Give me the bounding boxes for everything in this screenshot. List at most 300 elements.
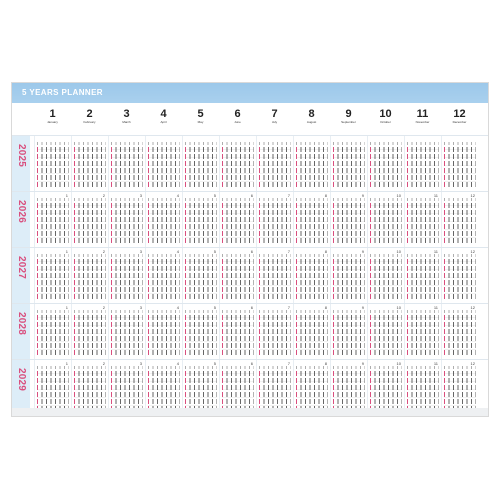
month-calendar-cell [108, 248, 145, 304]
week-row [259, 371, 291, 376]
weekday-header-strip [333, 198, 365, 201]
sunday-marker [111, 294, 112, 299]
cell-month-number: 2 [102, 305, 105, 310]
sunday-marker [222, 259, 223, 264]
mini-calendar-grid [259, 198, 291, 242]
week-row [296, 315, 328, 320]
week-row [259, 385, 291, 390]
sunday-marker [185, 336, 186, 341]
sunday-marker [185, 329, 186, 334]
sunday-marker [333, 259, 334, 264]
week-row [222, 175, 254, 180]
cell-month-number: 9 [361, 249, 364, 254]
sunday-marker [444, 371, 445, 376]
sunday-marker [444, 280, 445, 285]
week-row [74, 224, 106, 229]
week-row [222, 280, 254, 285]
sunday-marker [37, 371, 38, 376]
cell-month-number: 6 [250, 361, 253, 366]
mini-calendar-grid [37, 254, 69, 298]
sunday-marker [444, 161, 445, 166]
sunday-marker [259, 350, 260, 355]
month-name: July [271, 120, 278, 124]
cell-month-number: 12 [470, 193, 475, 198]
sunday-marker [111, 203, 112, 208]
week-row [111, 154, 143, 159]
mini-calendar-grid [111, 310, 143, 354]
week-row [222, 182, 254, 187]
sunday-marker [333, 168, 334, 173]
month-number: 12 [453, 108, 466, 120]
sunday-marker [296, 343, 297, 348]
week-row [148, 175, 180, 180]
sunday-marker [444, 399, 445, 404]
week-row [222, 231, 254, 236]
sunday-marker [370, 161, 371, 166]
sunday-marker [370, 175, 371, 180]
sunday-marker [185, 371, 186, 376]
week-row [296, 203, 328, 208]
mini-calendar-grid [407, 198, 439, 242]
cell-month-number: 3 [139, 193, 142, 198]
month-calendar-cell [71, 192, 108, 248]
sunday-marker [111, 350, 112, 355]
sunday-marker [185, 294, 186, 299]
sunday-marker [407, 392, 408, 397]
week-row [444, 280, 476, 285]
week-row [222, 287, 254, 292]
sunday-marker [333, 231, 334, 236]
sunday-marker [407, 315, 408, 320]
sunday-marker [259, 266, 260, 271]
cell-month-number: 11 [433, 193, 438, 198]
week-row [370, 392, 402, 397]
cell-month-number: 6 [250, 249, 253, 254]
week-row [407, 161, 439, 166]
week-row [185, 350, 217, 355]
sunday-marker [185, 182, 186, 187]
week-row [259, 203, 291, 208]
mini-calendar-grid [259, 142, 291, 186]
sunday-marker [222, 224, 223, 229]
mini-calendar-grid [444, 198, 476, 242]
week-row [444, 336, 476, 341]
week-row [407, 385, 439, 390]
weekday-header-strip [259, 366, 291, 369]
weekday-header-strip [222, 366, 254, 369]
week-row [111, 175, 143, 180]
sunday-marker [370, 210, 371, 215]
weekday-header-strip [37, 366, 69, 369]
month-calendar-cell [293, 248, 330, 304]
week-row [37, 329, 69, 334]
sunday-marker [333, 322, 334, 327]
cell-month-number: 2 [102, 249, 105, 254]
sunday-marker [111, 371, 112, 376]
year-label: 2025 [16, 144, 27, 168]
week-row [148, 322, 180, 327]
mini-calendar-grid [333, 254, 365, 298]
sunday-marker [74, 350, 75, 355]
week-row [222, 217, 254, 222]
sunday-marker [296, 287, 297, 292]
month-calendar-cell [367, 192, 404, 248]
week-row [222, 392, 254, 397]
week-row [259, 154, 291, 159]
week-row [111, 385, 143, 390]
cell-month-number: 7 [287, 193, 290, 198]
week-row [370, 217, 402, 222]
week-row [259, 182, 291, 187]
month-calendar-cell [145, 136, 182, 192]
sunday-marker [111, 154, 112, 159]
sunday-marker [296, 350, 297, 355]
week-row [222, 266, 254, 271]
month-name: November [415, 120, 430, 124]
sunday-marker [407, 217, 408, 222]
year-row [12, 303, 488, 360]
planner-title: 5 YEARS PLANNER [22, 88, 103, 97]
weekday-header-strip [370, 142, 402, 145]
week-row [111, 224, 143, 229]
sunday-marker [148, 168, 149, 173]
sunday-marker [37, 343, 38, 348]
sunday-marker [185, 343, 186, 348]
week-row [444, 273, 476, 278]
sunday-marker [148, 336, 149, 341]
cell-month-number: 3 [139, 249, 142, 254]
sunday-marker [407, 231, 408, 236]
sunday-marker [259, 378, 260, 383]
week-row [333, 210, 365, 215]
weekday-header-strip [407, 254, 439, 257]
week-row [333, 273, 365, 278]
sunday-marker [148, 182, 149, 187]
week-row [222, 371, 254, 376]
week-row [111, 378, 143, 383]
sunday-marker [259, 161, 260, 166]
week-row [74, 259, 106, 264]
sunday-marker [296, 329, 297, 334]
sunday-marker [111, 273, 112, 278]
week-row [259, 287, 291, 292]
sunday-marker [185, 203, 186, 208]
week-row [185, 147, 217, 152]
sunday-marker [407, 371, 408, 376]
week-row [111, 259, 143, 264]
sunday-marker [37, 273, 38, 278]
sunday-marker [407, 168, 408, 173]
sunday-marker [296, 378, 297, 383]
mini-calendar-grid [333, 198, 365, 242]
week-row [222, 154, 254, 159]
week-row [444, 329, 476, 334]
cell-month-number: 3 [139, 305, 142, 310]
sunday-marker [74, 210, 75, 215]
week-row [333, 168, 365, 173]
week-row [296, 238, 328, 243]
cell-month-number: 12 [470, 361, 475, 366]
mini-calendar-grid [407, 254, 439, 298]
sunday-marker [370, 329, 371, 334]
sunday-marker [148, 392, 149, 397]
week-row [296, 231, 328, 236]
week-row [185, 336, 217, 341]
week-row [333, 161, 365, 166]
cell-month-number: 2 [102, 361, 105, 366]
sunday-marker [111, 175, 112, 180]
weekday-header-strip [407, 366, 439, 369]
sunday-marker [74, 175, 75, 180]
week-row [111, 203, 143, 208]
sunday-marker [111, 259, 112, 264]
sunday-marker [148, 161, 149, 166]
week-row [407, 182, 439, 187]
cell-month-number: 12 [470, 305, 475, 310]
sunday-marker [37, 315, 38, 320]
week-row [370, 294, 402, 299]
month-name: August [306, 120, 317, 124]
week-row [222, 399, 254, 404]
sunday-marker [37, 392, 38, 397]
week-row [259, 217, 291, 222]
week-row [407, 266, 439, 271]
weekday-header-strip [74, 198, 106, 201]
week-row [37, 315, 69, 320]
sunday-marker [222, 329, 223, 334]
month-calendar-cell [34, 248, 71, 304]
weekday-header-strip [185, 142, 217, 145]
sunday-marker [222, 336, 223, 341]
week-row [296, 154, 328, 159]
sunday-marker [185, 273, 186, 278]
weekday-header-strip [185, 366, 217, 369]
week-row [370, 147, 402, 152]
sunday-marker [148, 154, 149, 159]
sunday-marker [333, 329, 334, 334]
sunday-marker [370, 315, 371, 320]
sunday-marker [444, 168, 445, 173]
week-row [222, 168, 254, 173]
week-row [74, 182, 106, 187]
sunday-marker [259, 259, 260, 264]
week-row [37, 280, 69, 285]
week-row [296, 371, 328, 376]
week-row [370, 385, 402, 390]
week-row [148, 350, 180, 355]
week-row [444, 238, 476, 243]
mini-calendar-grid [222, 142, 254, 186]
sunday-marker [148, 329, 149, 334]
sunday-marker [296, 231, 297, 236]
sunday-marker [222, 231, 223, 236]
mini-calendar-grid [222, 366, 254, 410]
sunday-marker [37, 385, 38, 390]
mini-calendar-grid [148, 366, 180, 410]
week-row [37, 217, 69, 222]
cell-month-number: 10 [396, 361, 401, 366]
week-row [370, 378, 402, 383]
weekday-header-strip [407, 310, 439, 313]
week-row [74, 238, 106, 243]
sunday-marker [296, 259, 297, 264]
week-row [37, 147, 69, 152]
week-row [259, 161, 291, 166]
week-row [185, 399, 217, 404]
sunday-marker [259, 224, 260, 229]
month-name: May [197, 120, 204, 124]
month-header [145, 108, 182, 132]
cell-month-number: 4 [176, 249, 179, 254]
header-band [12, 83, 488, 103]
week-row [148, 161, 180, 166]
week-row [37, 154, 69, 159]
sunday-marker [74, 399, 75, 404]
week-row [259, 266, 291, 271]
week-row [259, 336, 291, 341]
week-row [185, 231, 217, 236]
sunday-marker [74, 231, 75, 236]
mini-calendar-grid [259, 310, 291, 354]
week-row [259, 168, 291, 173]
cell-month-number: 9 [361, 361, 364, 366]
weekday-header-strip [296, 310, 328, 313]
week-row [111, 217, 143, 222]
week-row [407, 322, 439, 327]
weekday-header-strip [185, 198, 217, 201]
sunday-marker [111, 322, 112, 327]
mini-calendar-grid [148, 254, 180, 298]
week-row [74, 161, 106, 166]
sunday-marker [148, 210, 149, 215]
cell-month-number: 8 [324, 193, 327, 198]
sunday-marker [185, 280, 186, 285]
sunday-marker [37, 147, 38, 152]
sunday-marker [370, 217, 371, 222]
month-header [404, 108, 441, 132]
sunday-marker [74, 182, 75, 187]
sunday-marker [370, 336, 371, 341]
sunday-marker [111, 231, 112, 236]
week-row [37, 238, 69, 243]
sunday-marker [185, 161, 186, 166]
weekday-header-strip [333, 254, 365, 257]
sunday-marker [407, 147, 408, 152]
week-row [148, 336, 180, 341]
sunday-marker [111, 168, 112, 173]
week-row [444, 217, 476, 222]
week-row [74, 399, 106, 404]
sunday-marker [407, 378, 408, 383]
week-row [407, 315, 439, 320]
weekday-header-strip [370, 254, 402, 257]
week-row [111, 350, 143, 355]
week-row [259, 294, 291, 299]
sunday-marker [259, 203, 260, 208]
sunday-marker [148, 259, 149, 264]
week-row [370, 280, 402, 285]
week-row [296, 259, 328, 264]
weekday-header-strip [111, 142, 143, 145]
week-row [407, 147, 439, 152]
sunday-marker [148, 322, 149, 327]
mini-calendar-grid [407, 310, 439, 354]
month-calendar-cell [182, 136, 219, 192]
week-row [370, 203, 402, 208]
month-calendar-cell [404, 304, 441, 360]
week-row [259, 322, 291, 327]
week-row [333, 392, 365, 397]
year-row [12, 191, 488, 248]
week-row [148, 329, 180, 334]
mini-calendar-grid [370, 142, 402, 186]
week-row [333, 371, 365, 376]
week-row [74, 294, 106, 299]
week-row [407, 273, 439, 278]
sunday-marker [185, 378, 186, 383]
weekday-header-strip [222, 198, 254, 201]
week-row [296, 378, 328, 383]
sunday-marker [37, 336, 38, 341]
sunday-marker [74, 329, 75, 334]
sunday-marker [259, 343, 260, 348]
week-row [148, 210, 180, 215]
month-calendar-cell [441, 304, 478, 360]
week-row [37, 392, 69, 397]
sunday-marker [407, 399, 408, 404]
week-row [333, 343, 365, 348]
month-calendar-cell [71, 136, 108, 192]
week-row [407, 280, 439, 285]
sunday-marker [333, 385, 334, 390]
week-row [296, 273, 328, 278]
week-row [185, 322, 217, 327]
year-row [12, 247, 488, 304]
mini-calendar-grid [111, 366, 143, 410]
sunday-marker [111, 280, 112, 285]
week-row [111, 266, 143, 271]
week-row [259, 315, 291, 320]
sunday-marker [222, 203, 223, 208]
week-row [407, 399, 439, 404]
weekday-header-strip [222, 310, 254, 313]
sunday-marker [407, 154, 408, 159]
month-name: April [160, 120, 167, 124]
sunday-marker [222, 217, 223, 222]
week-row [333, 147, 365, 152]
sunday-marker [111, 336, 112, 341]
week-row [74, 350, 106, 355]
week-row [222, 210, 254, 215]
sunday-marker [148, 238, 149, 243]
cell-month-number: 7 [287, 249, 290, 254]
week-row [185, 378, 217, 383]
sunday-marker [74, 392, 75, 397]
mini-calendar-grid [111, 198, 143, 242]
mini-calendar-grid [296, 254, 328, 298]
week-row [74, 392, 106, 397]
week-row [407, 154, 439, 159]
sunday-marker [333, 378, 334, 383]
week-row [185, 259, 217, 264]
sunday-marker [259, 322, 260, 327]
week-row [444, 378, 476, 383]
week-row [296, 217, 328, 222]
sunday-marker [222, 238, 223, 243]
month-name: December [452, 120, 467, 124]
sunday-marker [259, 329, 260, 334]
week-row [259, 210, 291, 215]
